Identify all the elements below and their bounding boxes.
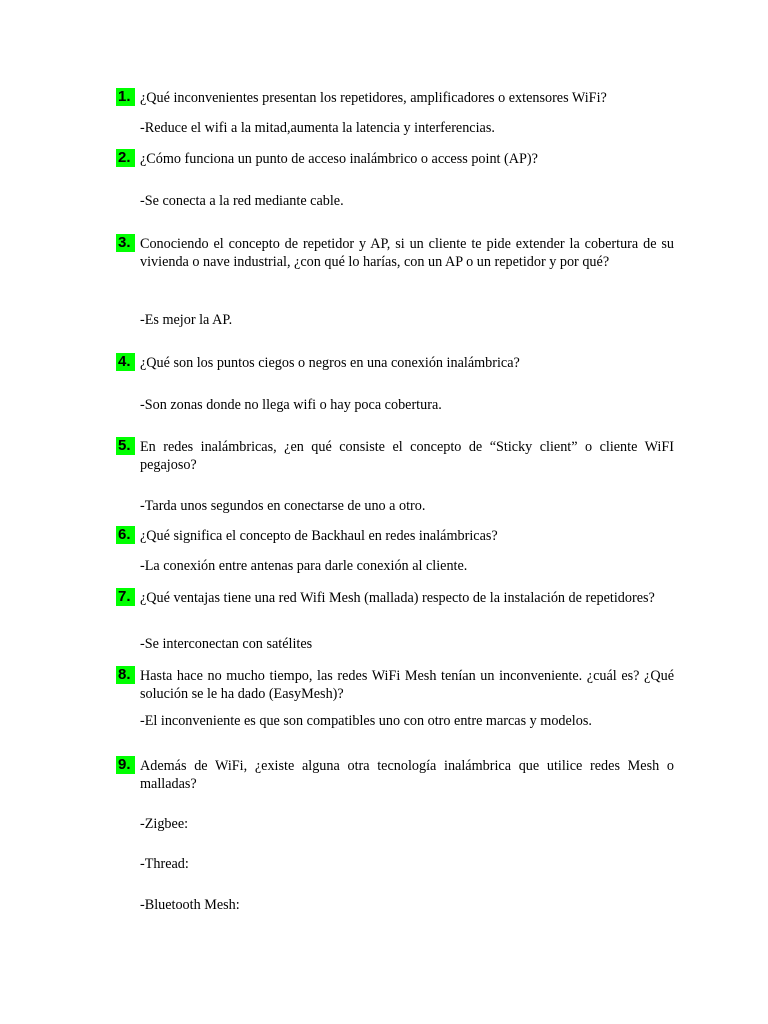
question-number: 7. xyxy=(116,588,135,606)
answer-2: -Se conecta a la red mediante cable. xyxy=(140,193,344,209)
answer-9-bluetooth-mesh: -Bluetooth Mesh: xyxy=(140,897,240,913)
question-3 xyxy=(116,235,674,271)
question-1 xyxy=(116,89,674,107)
question-text: En redes inalámbricas, ¿en qué consiste el concepto de “Sticky client” o cliente WiFI pegajoso? xyxy=(140,439,674,473)
question-text: ¿Qué inconvenientes presentan los repetidores, amplificadores o extensores WiFi? xyxy=(140,90,607,106)
question-text: ¿Qué son los puntos ciegos o negros en una conexión inalámbrica? xyxy=(140,355,520,371)
question-number: 5. xyxy=(116,437,135,455)
question-2 xyxy=(116,150,674,168)
question-number: 2. xyxy=(116,149,135,167)
question-number: 8. xyxy=(116,666,135,684)
question-4 xyxy=(116,354,674,372)
question-number: 3. xyxy=(116,234,135,252)
answer-9-zigbee: -Zigbee: xyxy=(140,816,189,832)
answer-9-thread: -Thread: xyxy=(140,856,189,872)
question-text: Hasta hace no mucho tiempo, las redes WiFi Mesh tenían un inconveniente. ¿cuál es? ¿Qué solución se le ha dado (EasyMesh)? xyxy=(140,668,674,702)
question-9 xyxy=(116,757,674,793)
question-5 xyxy=(116,438,674,474)
answer-5: -Tarda unos segundos en conectarse de uno a otro. xyxy=(140,498,426,514)
answer-8: -El inconveniente es que son compatibles uno con otro entre marcas y modelos. xyxy=(140,713,592,729)
question-text: Conociendo el concepto de repetidor y AP, si un cliente te pide extender la cobertura de su vivienda o nave industrial, ¿con qué lo harías, con un AP o un repetidor y por qué? xyxy=(140,236,674,270)
answer-1: -Reduce el wifi a la mitad,aumenta la latencia y interferencias. xyxy=(140,120,495,136)
question-text: ¿Qué significa el concepto de Backhaul en redes inalámbricas? xyxy=(140,528,498,544)
answer-6: -La conexión entre antenas para darle conexión al cliente. xyxy=(140,558,468,574)
question-text: Además de WiFi, ¿existe alguna otra tecnología inalámbrica que utilice redes Mesh o malladas? xyxy=(140,758,674,792)
question-8 xyxy=(116,667,674,703)
answer-7: -Se interconectan con satélites xyxy=(140,636,313,652)
answer-4: -Son zonas donde no llega wifi o hay poca cobertura. xyxy=(140,397,442,413)
question-text: ¿Qué ventajas tiene una red Wifi Mesh (mallada) respecto de la instalación de repetidores? xyxy=(140,590,655,606)
question-7 xyxy=(116,589,674,607)
question-6 xyxy=(116,527,674,545)
question-text: ¿Cómo funciona un punto de acceso inalámbrico o access point (AP)? xyxy=(140,151,538,167)
question-number: 6. xyxy=(116,526,135,544)
question-number: 1. xyxy=(116,88,135,106)
question-number: 9. xyxy=(116,756,135,774)
question-number: 4. xyxy=(116,353,135,371)
answer-3: -Es mejor la AP. xyxy=(140,312,233,328)
